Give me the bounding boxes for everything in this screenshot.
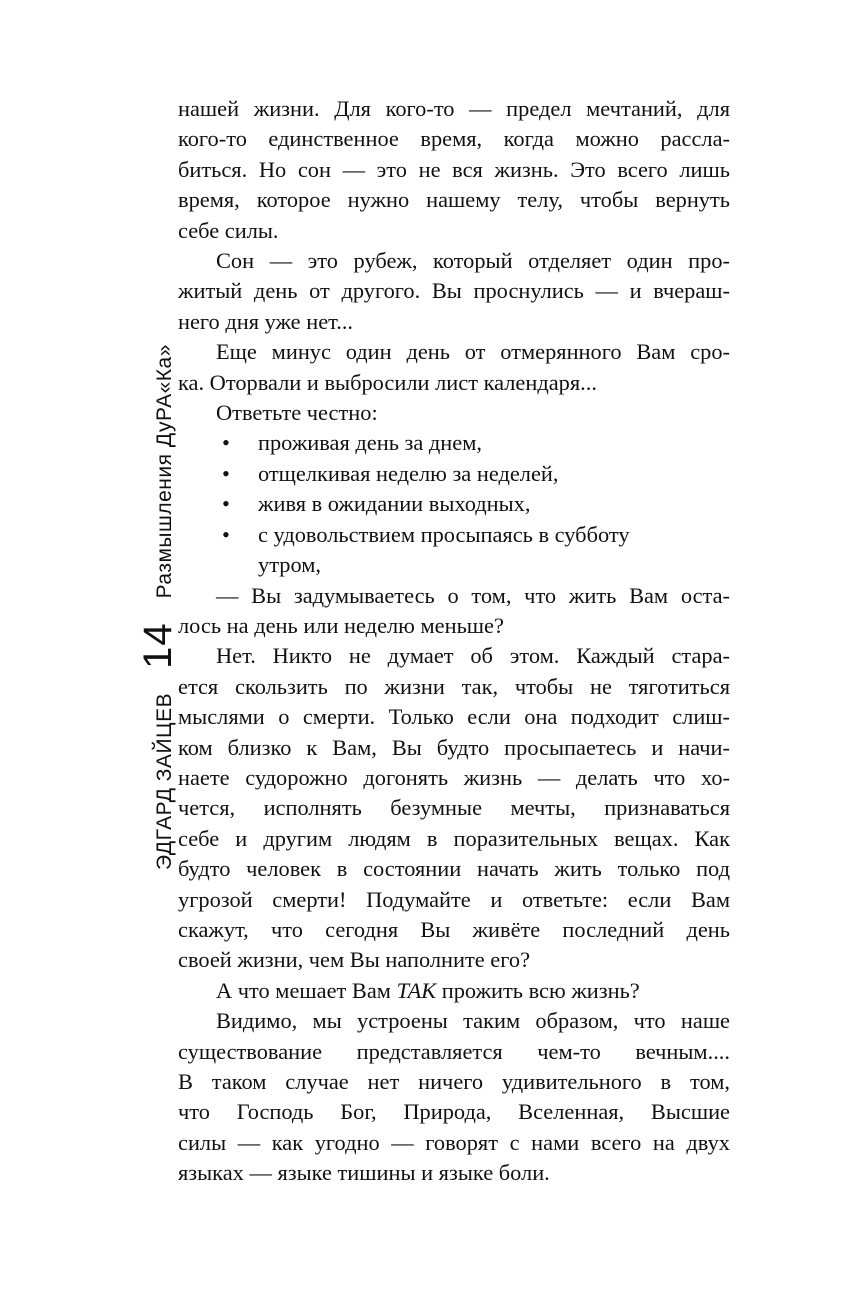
author-name: ЭДГАРД ЗАЙЦЕВ bbox=[153, 692, 176, 870]
text-line: — Вы задумываетесь о том, что жить Вам оста- bbox=[216, 582, 730, 608]
text-line: Еще минус один день от отмерянного Вам сро- bbox=[216, 339, 730, 365]
text-run: А что мешает Вам bbox=[216, 977, 397, 1003]
text-line: себе и другим людям в поразительных вещах. Как bbox=[178, 825, 730, 851]
text-line: биться. Но сон — это не вся жизнь. Это всего лишь bbox=[178, 156, 730, 182]
text-line: мыслями о смерти. Только если она подходит слиш- bbox=[178, 704, 730, 730]
text-line bbox=[178, 976, 730, 1006]
page-number: 14 bbox=[136, 622, 180, 669]
bullet-icon: • bbox=[222, 460, 230, 486]
text-line: ется скользить по жизни так, чтобы не тяготиться bbox=[178, 673, 730, 699]
page-body bbox=[178, 94, 730, 1189]
bullet-icon: • bbox=[222, 491, 230, 517]
list-item-continuation: утром, bbox=[258, 552, 321, 578]
text-line: силы — как угодно — говорят с нами всего на двух bbox=[178, 1129, 730, 1155]
text-line: своей жизни, чем Вы наполните его? bbox=[178, 947, 531, 973]
text-line: житый день от другого. Вы проснулись — и вчераш- bbox=[178, 278, 730, 304]
text-line: языках — языке тишины и языке боли. bbox=[178, 1160, 550, 1186]
text-line: ка. Оторвали и выбросили лист календаря... bbox=[178, 369, 597, 395]
list-item-text: отщелкивая неделю за неделей, bbox=[258, 460, 559, 486]
list-item bbox=[178, 459, 730, 489]
text-line: Ответьте честно: bbox=[216, 400, 378, 426]
bullet-icon: • bbox=[222, 521, 230, 547]
list-item-text: проживая день за днем, bbox=[258, 430, 482, 456]
series-title: Размышления ДуРА«Ка» bbox=[153, 344, 176, 599]
text-line: что Господь Бог, Природа, Вселенная, Высшие bbox=[178, 1099, 730, 1125]
text-line: будто человек в состоянии начать жить только под bbox=[178, 856, 730, 882]
text-line: лось на день или неделю меньше? bbox=[178, 612, 504, 638]
text-line: существование представляется чем-то вечным.... bbox=[178, 1038, 730, 1064]
text-line: Видимо, мы устроены таким образом, что наше bbox=[216, 1008, 730, 1034]
list-item bbox=[178, 428, 730, 458]
list-item-text: с удовольствием просыпаясь в субботу bbox=[258, 521, 630, 547]
text-line: чется, исполнять безумные мечты, признаваться bbox=[178, 795, 730, 821]
running-head bbox=[136, 344, 181, 870]
text-line: нашей жизни. Для кого-то — предел мечтаний, для bbox=[178, 96, 730, 121]
text-line: себе силы. bbox=[178, 217, 279, 243]
list-item-text: живя в ожидании выходных, bbox=[258, 491, 531, 517]
text-line: время, которое нужно нашему телу, чтобы вернуть bbox=[178, 187, 730, 213]
text-line: скажут, что сегодня Вы живёте последний день bbox=[178, 916, 730, 942]
emphasis-text: ТАК bbox=[396, 977, 437, 1003]
text-line: него дня уже нет... bbox=[178, 308, 354, 334]
bullet-icon: • bbox=[222, 430, 230, 456]
text-line: кого-то единственное время, когда можно рассла- bbox=[178, 126, 730, 152]
text-line: наете судорожно догонять жизнь — делать что хо- bbox=[178, 764, 730, 790]
text-line: Сон — это рубеж, который отделяет один про- bbox=[216, 248, 730, 274]
list-item bbox=[178, 520, 730, 550]
list-item bbox=[178, 489, 730, 519]
text-line: ком близко к Вам, Вы будто просыпаетесь и начи- bbox=[178, 734, 730, 760]
text-line: В таком случае нет ничего удивительного в том, bbox=[178, 1069, 730, 1094]
text-line: угрозой смерти! Подумайте и ответьте: если Вам bbox=[178, 886, 730, 912]
text-run: прожить всю жизнь? bbox=[436, 977, 640, 1003]
text-line: Нет. Никто не думает об этом. Каждый стара- bbox=[216, 643, 730, 669]
